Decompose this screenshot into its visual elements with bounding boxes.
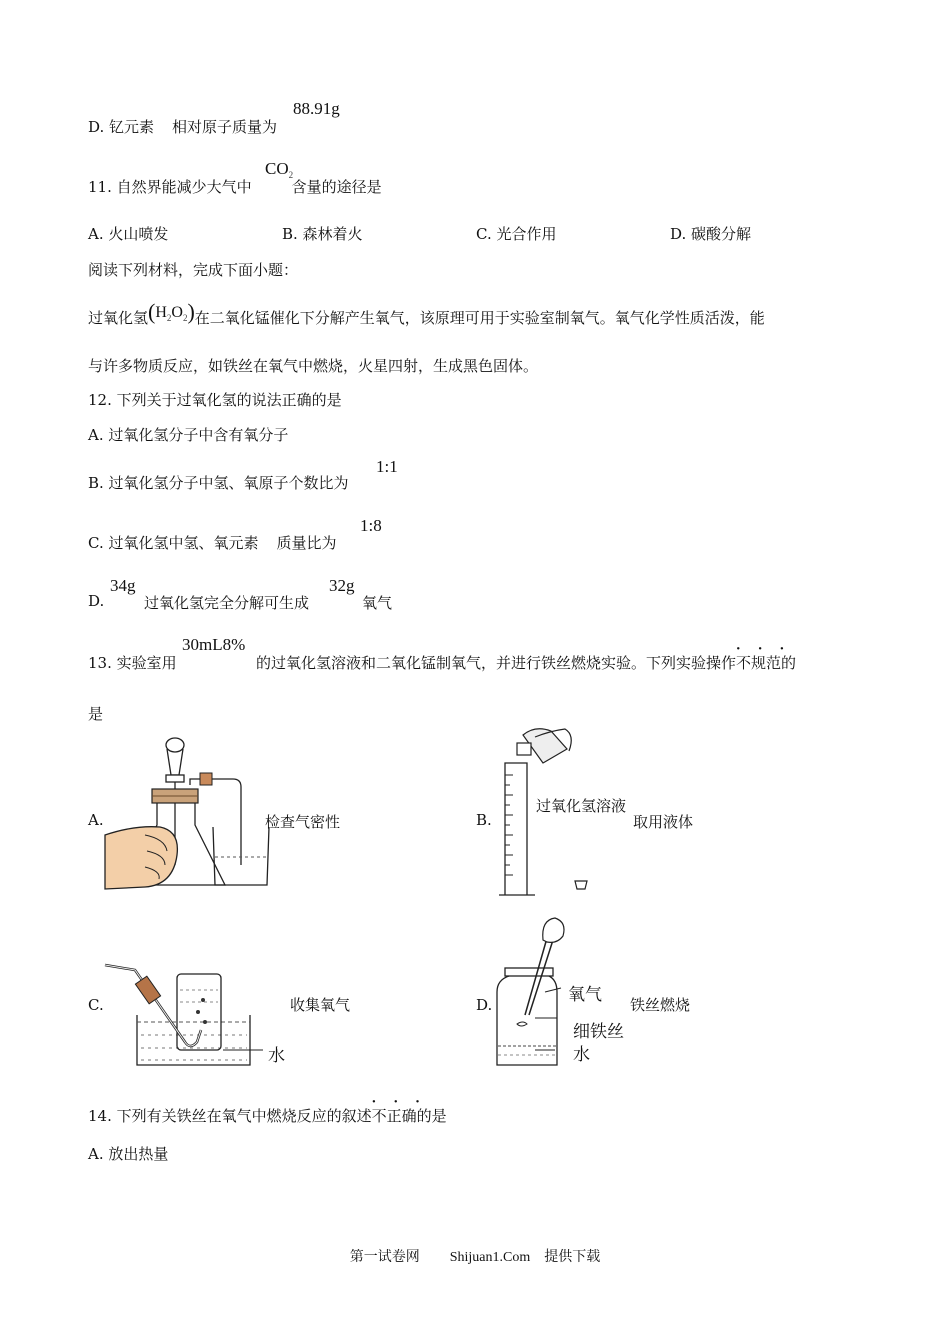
q11-stem-b: 含量的途径是 bbox=[291, 178, 382, 196]
q13-c-water-label: 水 bbox=[268, 1046, 285, 1066]
footer-domain: Shijuan1.Com bbox=[449, 1250, 531, 1265]
q14-stem-b: 的是 bbox=[416, 1107, 447, 1125]
q10-d-text: 相对原子质量为 bbox=[172, 118, 278, 136]
q11-option-c: C. 光合作用 bbox=[476, 225, 557, 243]
airtightness-check-diagram bbox=[105, 735, 275, 895]
emphasis-dots: · · · bbox=[371, 1095, 428, 1110]
reading-intro: 阅读下列材料，完成下面小题： bbox=[88, 261, 299, 279]
q13-stem-b bbox=[256, 642, 797, 673]
q12-stem: 12. 下列关于过氧化氢的说法正确的是 bbox=[88, 391, 342, 409]
reading-para1 bbox=[88, 299, 765, 331]
q14-stem-a: 14. 下列有关铁丝在氧气中燃烧反应的叙述 bbox=[88, 1107, 372, 1125]
page-footer bbox=[0, 1246, 950, 1266]
q12-d-formula1: 34g bbox=[110, 576, 136, 595]
q12-d-mid: 过氧化氢完全分解可生成 bbox=[144, 594, 310, 612]
q12-option-c bbox=[88, 532, 337, 553]
q13-b-label: 过氧化氢溶液 bbox=[536, 797, 627, 815]
reading-para2: 与许多物质反应，如铁丝在氧气中燃烧，火星四射，生成黑色固体。 bbox=[88, 357, 539, 375]
q13-option-b-letter: B. bbox=[476, 811, 492, 829]
q11-formula: $CO_2$ bbox=[265, 159, 294, 180]
reading-para1-a: 过氧化氢 bbox=[88, 309, 149, 327]
q11-stem-a: 11. 自然界能减少大气中 bbox=[88, 178, 252, 196]
q13-c-caption: 收集氧气 bbox=[290, 996, 351, 1014]
emphasis-dots: · · · bbox=[736, 642, 793, 657]
q10-d-prefix: D. 钇元素 bbox=[88, 118, 155, 136]
q11-option-d: D. 碳酸分解 bbox=[670, 225, 752, 243]
q10-option-d bbox=[88, 116, 277, 137]
reading-para1-b: 在二氧化锰催化下分解产生氧气，该原理可用于实验室制氧气。氧气化学性质活泼，能 bbox=[194, 309, 765, 327]
q11-stem bbox=[88, 176, 382, 197]
q12-option-b: B. 过氧化氢分子中氢、氧原子个数比为 bbox=[88, 474, 349, 492]
q14-emphasis: 不正确 · · · bbox=[371, 1095, 428, 1125]
q13-option-a-letter: A. bbox=[88, 811, 104, 829]
q13-stem-line2: 是 bbox=[88, 705, 104, 723]
q12-c-b: 质量比为 bbox=[276, 534, 337, 552]
footer-tail: 提供下载 bbox=[544, 1249, 601, 1265]
q12-d-formula2: 32g bbox=[329, 576, 355, 595]
q12-c-formula: 1:8 bbox=[360, 516, 382, 535]
footer-site: 第一试卷网 bbox=[349, 1249, 420, 1265]
iron-burning-diagram bbox=[495, 910, 625, 1070]
q10-d-formula: 88.91g bbox=[293, 99, 340, 118]
q13-stem-c: 的 bbox=[781, 654, 797, 672]
oxygen-collection-diagram bbox=[105, 960, 255, 1070]
q12-d-end: 氧气 bbox=[362, 594, 393, 612]
q12-option-a: A. 过氧化氢分子中含有氧分子 bbox=[88, 426, 289, 444]
q14-stem bbox=[88, 1095, 447, 1126]
q14-option-a: A. 放出热量 bbox=[88, 1145, 169, 1163]
q13-d-wire-label: 细铁丝 bbox=[573, 1022, 624, 1042]
q13-d-caption: 铁丝燃烧 bbox=[630, 996, 691, 1014]
q13-d-water-label: 水 bbox=[573, 1045, 590, 1065]
q13-d-oxygen-label: 氧气 bbox=[568, 985, 602, 1005]
q13-formula: 30mL8% bbox=[182, 635, 246, 654]
q13-emphasis: 不规范 · · · bbox=[736, 642, 793, 672]
q13-a-caption: 检查气密性 bbox=[265, 813, 341, 831]
q13-b-caption: 取用液体 bbox=[633, 813, 694, 831]
q13-stem-b-text: 的过氧化氢溶液和二氧化锰制氧气，并进行铁丝燃烧实验。下列实验操作 bbox=[256, 654, 737, 672]
h2o2-formula: $(H_2O_2)$ bbox=[148, 299, 195, 324]
q12-c-a: C. 过氧化氢中氢、氧元素 bbox=[88, 534, 259, 552]
q11-option-a: A. 火山喷发 bbox=[88, 225, 169, 243]
q12-b-formula: 1:1 bbox=[376, 457, 398, 476]
q13-option-c-letter: C. bbox=[88, 996, 104, 1014]
q13-option-d-letter: D. bbox=[476, 996, 493, 1014]
q12-option-d-prefix: D. bbox=[88, 592, 105, 610]
q13-stem-a: 13. 实验室用 bbox=[88, 654, 177, 672]
q11-option-b: B. 森林着火 bbox=[282, 225, 363, 243]
